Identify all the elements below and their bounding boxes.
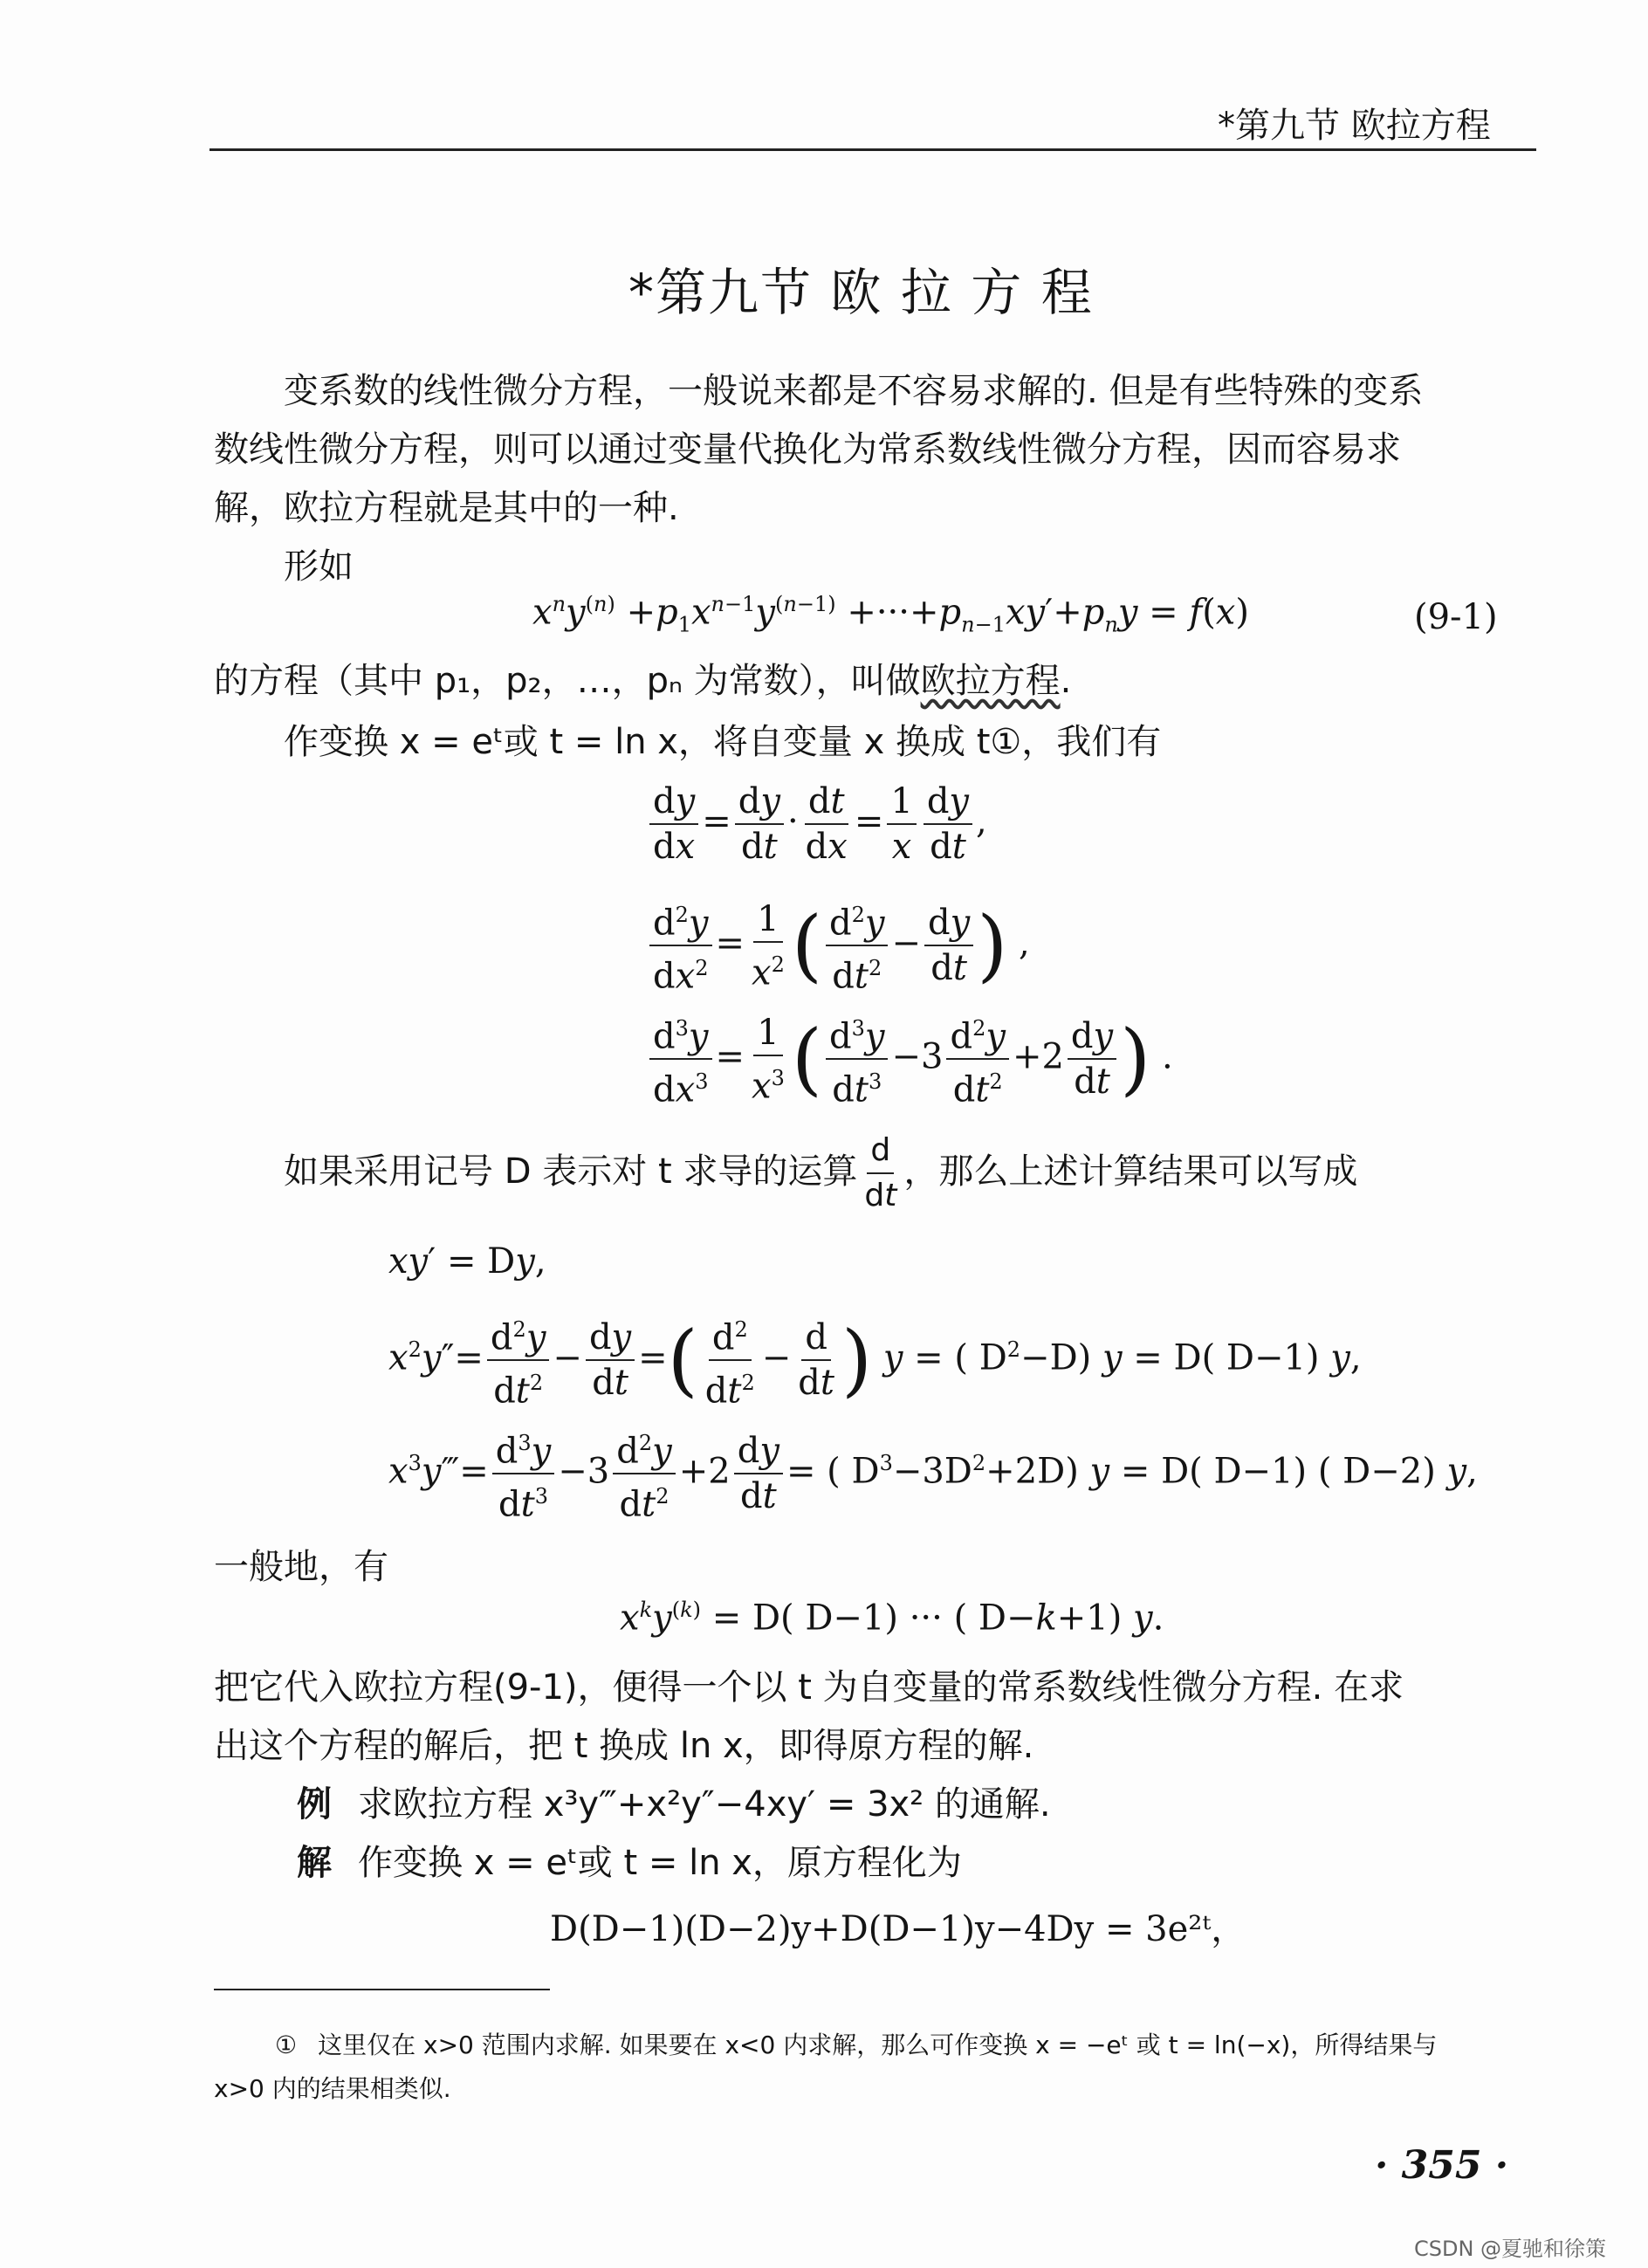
first-derivative: $\frac{dy}{dx}$ = $\frac{dy}{dt}$ · $\frac{dt}{dx}$ = $\frac{1}{x}$ $\frac{dy}{dt}$ , [646,781,987,867]
footnote-text-1: 这里仅在 x>0 范围内求解. 如果要在 x<0 内求解，那么可作变换 x = −eᵗ 或 t = ln(−x)，所得结果与 [318,2031,1438,2059]
d-operator-prefix: 如果采用记号 D 表示对 t 求导的运算 [284,1151,858,1192]
x3y-third-eq: $x^3y‴=$ $\frac{d^3y}{dt^3}$ −3 $\frac{d^2y}{dt^2}$ +2 $\frac{dy}{dt}$ = ( $D^3-3D^2+2D$) y = D( D−1) ( D−2) y, [388,1423,1478,1525]
form-label: 形如 [284,546,354,587]
d-operator-suffix: ，那么上述计算结果可以写成 [903,1151,1358,1192]
intro-line-1: 变系数的线性微分方程，一般说来都是不容易求解的. 但是有些特殊的变系 [284,371,1424,411]
intro-line-2: 数线性微分方程，则可以通过变量代换化为常系数线性微分方程，因而容易求 [214,430,1401,470]
running-header: *第九节 欧拉方程 [1218,106,1491,146]
euler-equation: $x^ny^{(n)} +p_1x^{n-1}y^{(n-1)} +\cdot\cdot\cdot+p_{n-1}xy'+p_ny = f(x)$ [532,592,1249,637]
page-number: · 355 · [1375,2143,1509,2188]
equation-number: (9-1) [1414,597,1498,637]
euler-definition-prefix: 的方程（其中 p₁，p₂，…，pₙ 为常数），叫做 [214,661,921,701]
d-operator-sentence: 如果采用记号 D 表示对 t 求导的运算 $\frac{d}{dt}$ ，那么上述计算结果可以写成 [284,1132,1358,1213]
footnote-line-2: x>0 内的结果相类似. [214,2074,451,2103]
example-text: 求欧拉方程 x³y‴+x²y″−4xy′ = 3x² 的通解. [358,1784,1051,1825]
watermark: CSDN @夏驰和徐策 [1414,2237,1607,2261]
general-operator-eq: $x^ky^{(k)} = D$( D−1) ··· ( D−k+1) y. [620,1598,1164,1639]
section-title: *第九节 欧 拉 方 程 [628,263,1094,322]
substitution-text: 作变换 x = eᵗ或 t = ln x，将自变量 x 换成 t①，我们有 [284,722,1162,762]
intro-line-3: 解，欧拉方程就是其中的一种. [214,488,679,528]
second-derivative: $\frac{d^2y}{dx^2}$ = $\frac{1}{x^2}$ ( $\frac{d^2y}{dt^2}$ − $\frac{dy}{dt}$ ) , [646,895,1030,997]
footnote-marker: ① [275,2031,298,2059]
header-rule [209,148,1536,151]
solution-label: 解 [297,1843,332,1883]
footnote-rule [214,1989,550,1990]
third-derivative: $\frac{d^3y}{dx^3}$ = $\frac{1}{x^3}$ ( $\frac{d^3y}{dt^3}$ −3 $\frac{d^2y}{dt^2}$ +2 $\frac{dy}{dt}$ ) . [646,1008,1173,1110]
euler-definition [214,648,1071,714]
solution-text: 作变换 x = eᵗ或 t = ln x，原方程化为 [358,1843,962,1883]
footnote [214,2024,1541,2111]
example-label: 例 [297,1784,332,1825]
xy-prime-eq: xy′ = Dy, [388,1241,546,1282]
solution-equation: D(D−1)(D−2)y+D(D−1)y−4Dy = 3e²ᵗ， [550,1909,1246,1949]
general-label: 一般地，有 [214,1547,388,1587]
x2y-second-eq: $x^2y''=$ $\frac{d^2y}{dt^2}$ − $\frac{dy}{dt}$ =( $\frac{d^2}{dt^2}$ − $\frac{d}{dt}$ ) y = ( $D^2-D$) y = D( D−1) y, [388,1309,1362,1412]
euler-definition-suffix: . [1060,661,1072,701]
footnote-line-1 [214,2024,1541,2067]
euler-term: 欧拉方程 [920,661,1061,701]
example-block [297,1771,1051,1838]
solution-block [297,1830,962,1896]
general-after-line-1: 把它代入欧拉方程(9-1)，便得一个以 t 为自变量的常系数线性微分方程. 在求 [214,1667,1404,1708]
general-after-line-2: 出这个方程的解后，把 t 换成 ln x，即得原方程的解. [214,1726,1034,1766]
